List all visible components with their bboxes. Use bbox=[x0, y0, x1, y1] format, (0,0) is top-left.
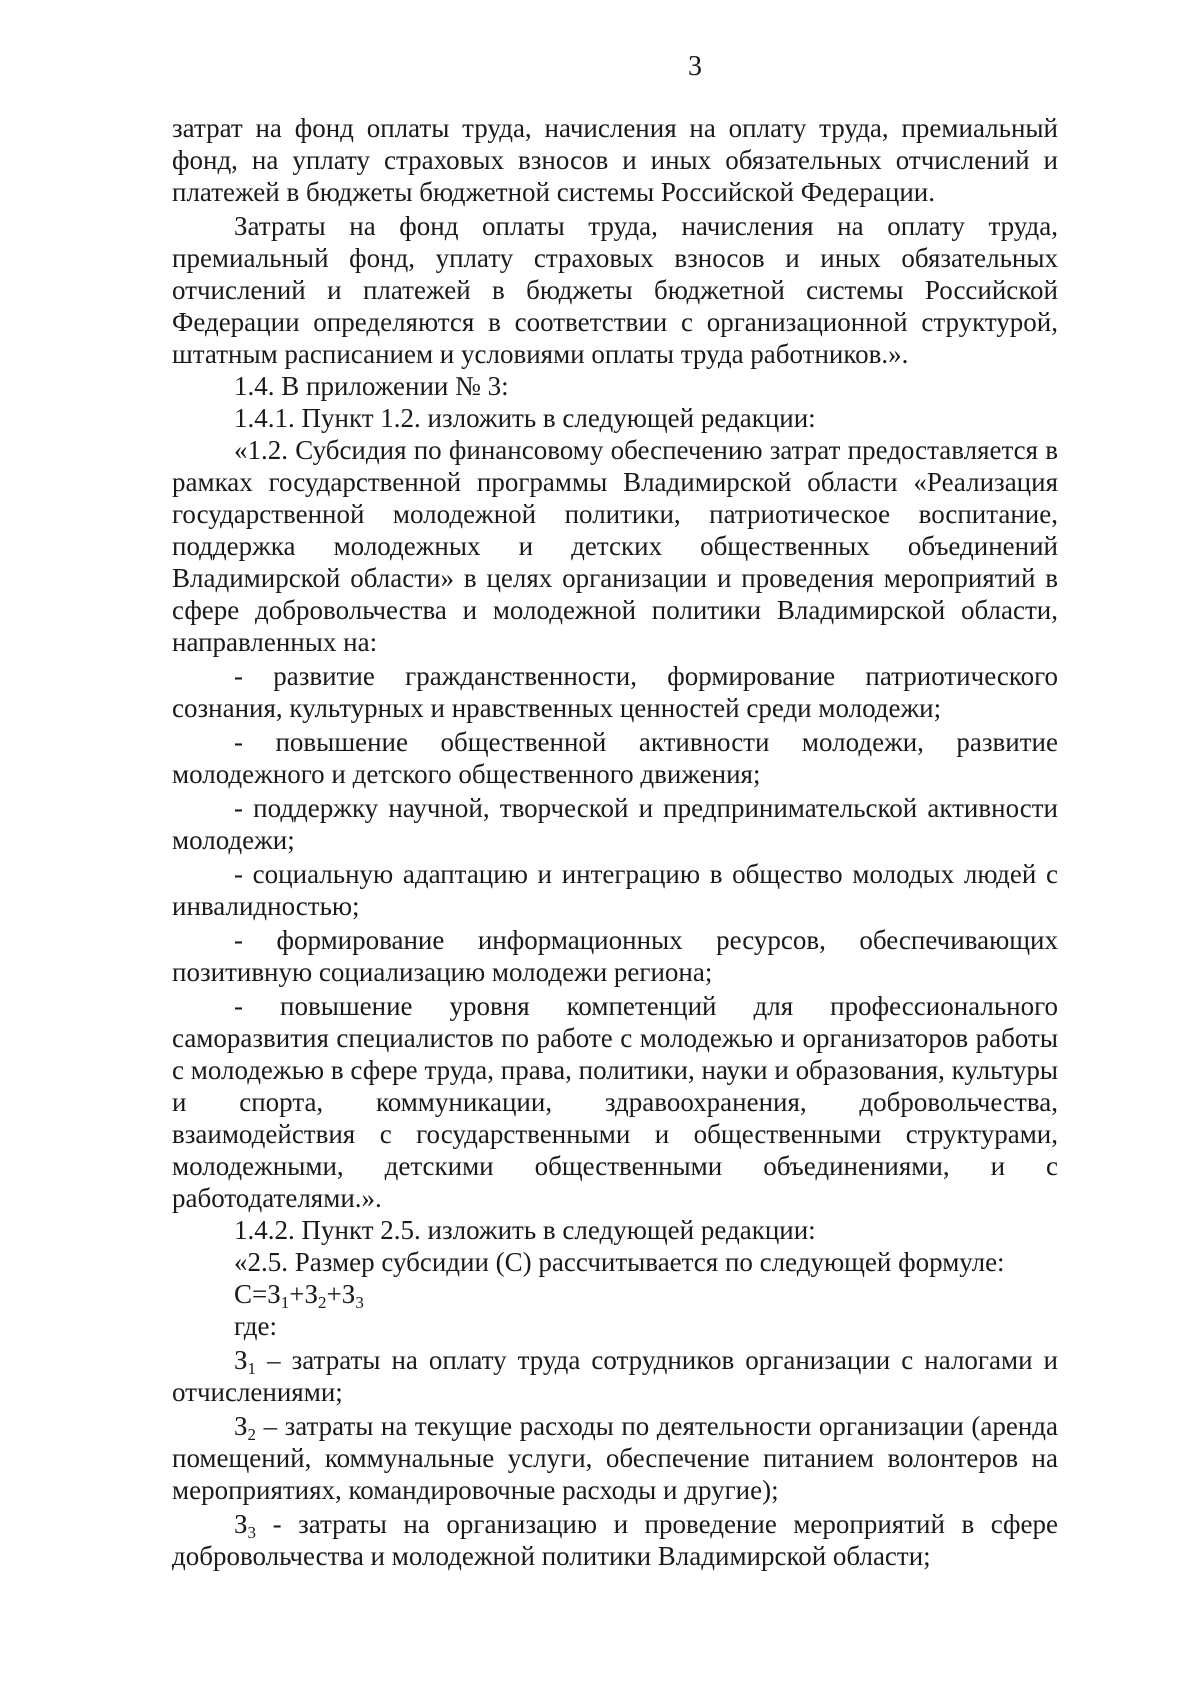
page-number: 3 bbox=[688, 51, 702, 82]
document-body bbox=[172, 112, 1058, 1572]
definition-text: – затраты на текущие расходы по деятельности организации (аренда помещений, коммунальные услуги, обеспечение питанием волонтеров на мероприятиях, командировочные расходы и другие); bbox=[172, 1411, 1059, 1505]
list-item: - формирование информационных ресурсов, обеспечивающих позитивную социализацию молодежи региона; bbox=[172, 925, 1058, 987]
formula-plus: + bbox=[289, 1279, 305, 1309]
list-item: - развитие гражданственности, формирование патриотического сознания, культурных и нравственных ценностей среди молодежи; bbox=[172, 661, 1058, 723]
formula-z: З bbox=[267, 1279, 281, 1309]
definition-z3 bbox=[172, 1508, 1058, 1572]
paragraph-1-2: «1.2. Субсидия по финансовому обеспечению затрат предоставляется в рамках государственной программы Владимирской области «Реализация государственной молодежной политики, патриотическое воспитание, поддержка молодежных и детских общественных объединений Владимирской области» в целях организации и проведения мероприятий в сфере добровольчества и молодежной политики Владимирской области, направленных на: bbox=[172, 435, 1058, 657]
formula-index: 1 bbox=[280, 1293, 290, 1312]
definition-z2 bbox=[172, 1410, 1058, 1506]
where-label: где: bbox=[234, 1311, 277, 1341]
formula-plus: + bbox=[326, 1279, 342, 1309]
definition-index: 2 bbox=[247, 1425, 257, 1444]
definition-symbol: З bbox=[234, 1345, 248, 1375]
formula-index: 2 bbox=[318, 1293, 327, 1312]
definition-text: - затраты на организацию и проведение мероприятий в сфере добровольчества и молодежной политики Владимирской области; bbox=[172, 1509, 1059, 1571]
list-item: - поддержку научной, творческой и предпринимательской активности молодежи; bbox=[172, 793, 1058, 855]
list-item: - повышение уровня компетенций для профессионального саморазвития специалистов по работе с молодежью и организаторов работы с молодежью в сфере труда, права, политики, науки и образования, культуры и спорта, коммуникации, здравоохранения, добровольчества, взаимодействия с государственными и общественными структурами, молодежными, детскими общественными объединениями, и с работодателями.». bbox=[172, 991, 1058, 1213]
list-item: - повышение общественной активности молодежи, развитие молодежного и детского общественного движения; bbox=[172, 727, 1058, 789]
paragraph-2-5: «2.5. Размер субсидии (С) рассчитывается по следующей формуле: bbox=[234, 1247, 1005, 1277]
definition-text: – затраты на оплату труда сотрудников организации с налогами и отчислениями; bbox=[172, 1345, 1059, 1407]
paragraph-1-4: 1.4. В приложении № 3: bbox=[234, 371, 509, 401]
subsidy-formula bbox=[172, 1278, 1058, 1310]
list-item: - социальную адаптацию и интеграцию в общество молодых людей с инвалидностью; bbox=[172, 859, 1058, 921]
formula-z: З bbox=[304, 1279, 319, 1309]
definition-symbol: З bbox=[234, 1509, 248, 1539]
formula-index: 3 bbox=[355, 1293, 364, 1312]
formula-z: З bbox=[341, 1279, 356, 1309]
paragraph-1-4-2: 1.4.2. Пункт 2.5. изложить в следующей редакции: bbox=[234, 1215, 816, 1245]
paragraph-1-4-1: 1.4.1. Пункт 1.2. изложить в следующей редакции: bbox=[234, 403, 816, 433]
paragraph-continuation: затрат на фонд оплаты труда, начисления на оплату труда, премиальный фонд, на уплату страховых взносов и иных обязательных отчислений и платежей в бюджеты бюджетной системы Российской Федерации. bbox=[172, 113, 1058, 207]
definition-index: 3 bbox=[247, 1523, 257, 1542]
definition-symbol: З bbox=[234, 1411, 248, 1441]
definition-z1 bbox=[172, 1344, 1058, 1408]
paragraph-costs: Затраты на фонд оплаты труда, начисления на оплату труда, премиальный фонд, уплату страховых взносов и иных обязательных отчислений и платежей в бюджеты бюджетной системы Российской Федерации определяются в соответствии с организационной структурой, штатным расписанием и условиями оплаты труда работников.». bbox=[172, 211, 1058, 369]
formula-c: С= bbox=[234, 1279, 268, 1309]
definition-index: 1 bbox=[247, 1359, 257, 1378]
